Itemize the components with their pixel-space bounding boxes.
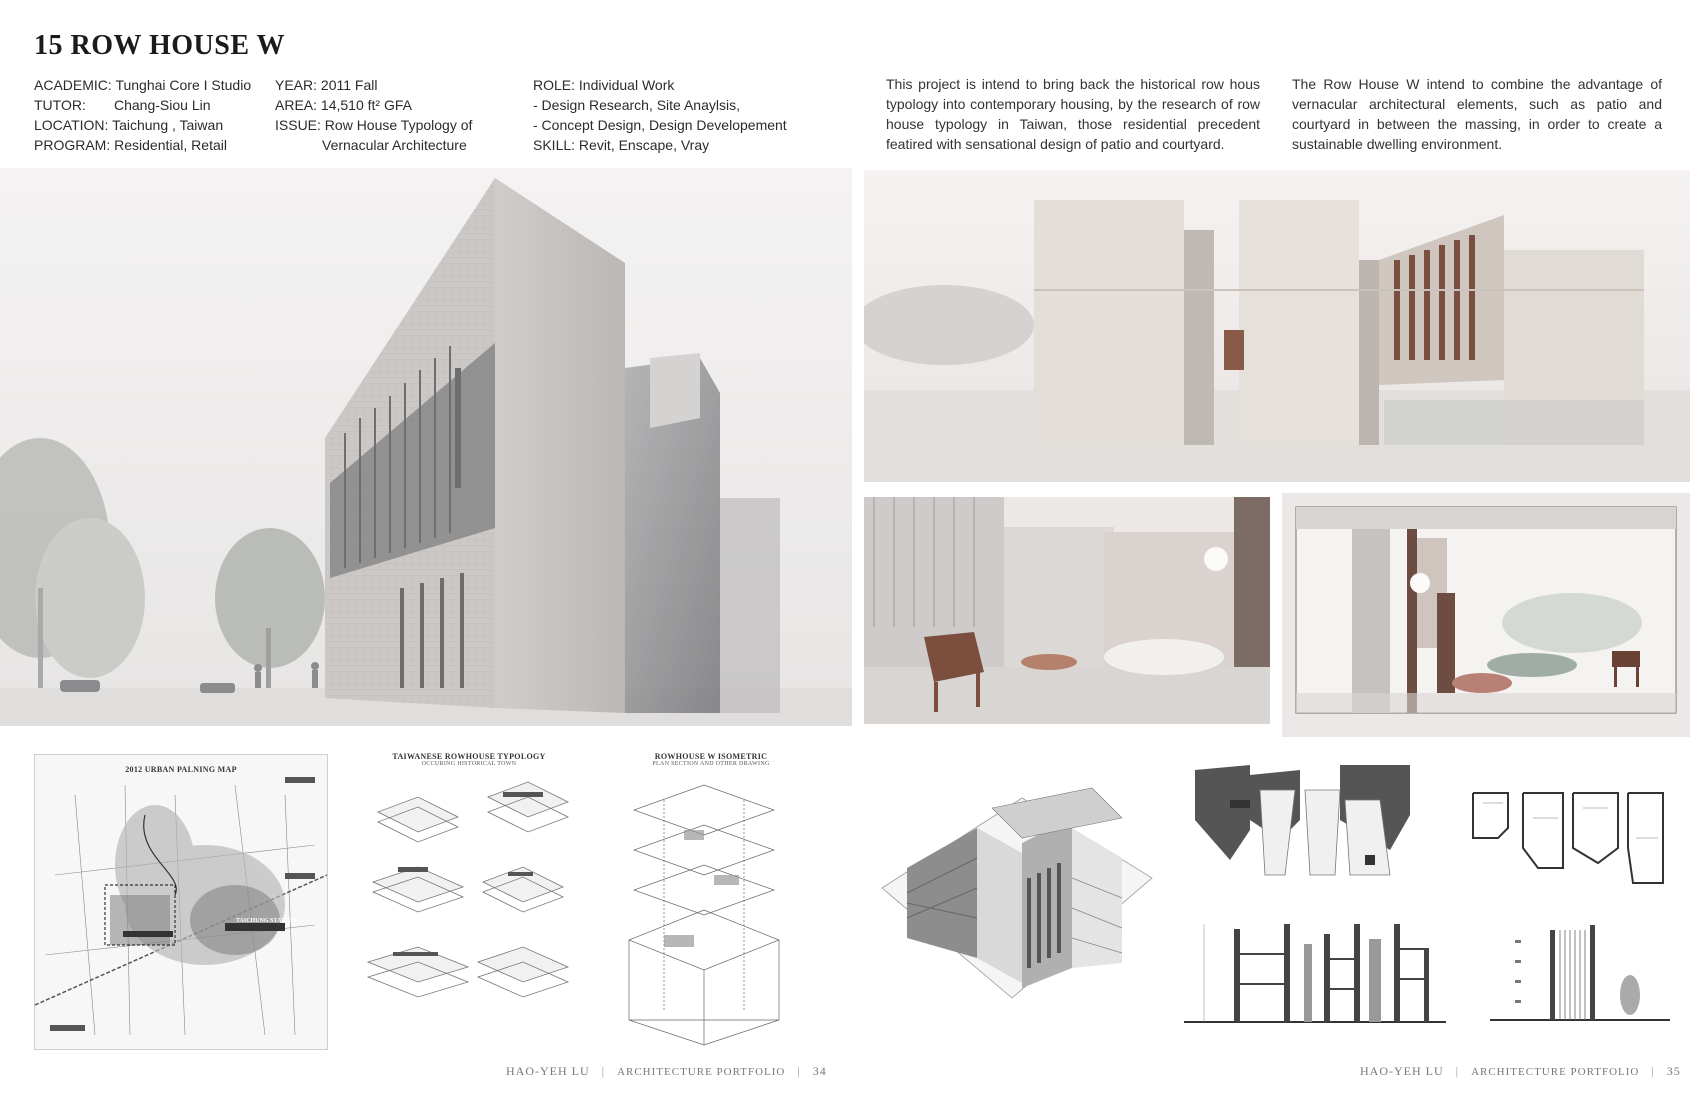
- section-drawing-1-svg: [1184, 904, 1446, 1028]
- meta-label: YEAR:: [275, 77, 318, 93]
- map-drawing: [35, 755, 327, 1049]
- axonometric-model: [872, 768, 1160, 1028]
- meta-row: [34, 95, 251, 115]
- footer-author: HAO-YEH LU: [506, 1064, 590, 1078]
- axonometric-model-drawing: [872, 768, 1160, 1028]
- meta-value: Taichung , Taiwan: [112, 117, 224, 133]
- description-1: This project is intend to bring back the historical row hous typology into contemporary housing, by the research of row house typology in Taiwan, those residential precedent featired with sensational design of patio and courtyard.: [886, 76, 1260, 152]
- exterior-rendering-2: [864, 170, 1690, 482]
- isometric-drawings: [604, 770, 818, 1050]
- meta-value: Row House Typology of: [324, 117, 473, 133]
- meta-value: Vernacular Architecture: [322, 137, 467, 153]
- interior-rendering-1-image: [864, 497, 1270, 724]
- meta-value: Residential, Retail: [114, 137, 227, 153]
- meta-row: - Concept Design, Design Developement: [533, 117, 787, 133]
- meta-value: Tunghai Core I Studio: [115, 77, 252, 93]
- interior-rendering-2-image: [1282, 493, 1690, 737]
- exterior-rendering: [0, 168, 852, 726]
- typology-drawings: [358, 772, 580, 1032]
- floor-plan-drawing: [1468, 788, 1668, 888]
- meta-label: AREA:: [275, 97, 318, 113]
- meta-value: Chang-Siou Lin: [114, 97, 211, 113]
- roof-plan-drawing: [1190, 760, 1426, 890]
- footer-right: HAO-YEH LU | ARCHITECTURE PORTFOLIO | 35: [1360, 1064, 1681, 1078]
- meta-label: LOCATION:: [34, 117, 109, 133]
- meta-row: SKILL: Revit, Enscape, Vray: [533, 137, 710, 153]
- map-station-label: TAICHUNG STATION: [236, 918, 297, 924]
- meta-row: ROLE: Individual Work: [533, 77, 675, 93]
- typology-diagram: [358, 750, 580, 1040]
- meta-row: [34, 75, 251, 95]
- meta-label: ACADEMIC:: [34, 77, 112, 93]
- exterior-rendering-2-image: [864, 170, 1690, 482]
- footer-page-number: 34: [812, 1064, 827, 1078]
- isometric-title: ROWHOUSE W ISOMETRIC: [654, 752, 768, 761]
- meta-label: PROGRAM:: [34, 137, 111, 153]
- interior-rendering-2: [1282, 493, 1690, 737]
- page-title: 15 ROW HOUSE W: [34, 30, 286, 61]
- meta-row: - Design Research, Site Anaylsis,: [533, 97, 740, 113]
- footer-left: HAO-YEH LU | ARCHITECTURE PORTFOLIO | 34: [506, 1064, 827, 1078]
- meta-row: [275, 115, 472, 135]
- meta-row: [34, 135, 251, 155]
- typology-subtitle: OCCURING HISTORICAL TOWN: [421, 761, 517, 767]
- meta-label: TUTOR:: [34, 97, 86, 113]
- footer-book: ARCHITECTURE PORTFOLIO: [617, 1066, 786, 1078]
- meta-label: ISSUE:: [275, 117, 321, 133]
- meta-row: [275, 75, 472, 95]
- meta-row: [34, 115, 251, 135]
- meta-column-3: [533, 75, 787, 155]
- roof-plan: [1190, 760, 1426, 890]
- exterior-rendering-image: [0, 168, 852, 726]
- ottoman: [1452, 673, 1512, 693]
- description-2: The Row House W intend to combine the advantage of vernacular architectural elements, such as patio and courtyard in between the massing, in order to create a sustainable dwelling environment.: [1292, 76, 1662, 152]
- footer-author: HAO-YEH LU: [1360, 1064, 1444, 1078]
- isometric-subtitle: PLAN SECTION AND OTHER DRAWING: [652, 761, 770, 767]
- meta-column-2: [275, 75, 472, 155]
- typology-title: TAIWANESE ROWHOUSE TYPOLOGY: [392, 752, 546, 761]
- meta-column-1: [34, 75, 251, 155]
- isometric-drawing: [604, 750, 818, 1050]
- section-drawing-2: [1490, 900, 1670, 1028]
- map-title: 2012 URBAN PALNING MAP: [125, 765, 237, 774]
- section-drawing-2-svg: [1490, 900, 1670, 1028]
- section-drawing-1: [1184, 904, 1446, 1028]
- meta-row: [275, 95, 472, 115]
- meta-value: 14,510 ft² GFA: [320, 97, 412, 113]
- urban-planning-map: [34, 754, 328, 1050]
- meta-value: 2011 Fall: [320, 77, 378, 93]
- sofa: [1487, 653, 1577, 677]
- interior-rendering-1: [864, 497, 1270, 724]
- meta-row: [275, 135, 472, 155]
- floor-plan: [1468, 788, 1668, 888]
- footer-page-number: 35: [1666, 1064, 1681, 1078]
- footer-book: ARCHITECTURE PORTFOLIO: [1471, 1066, 1640, 1078]
